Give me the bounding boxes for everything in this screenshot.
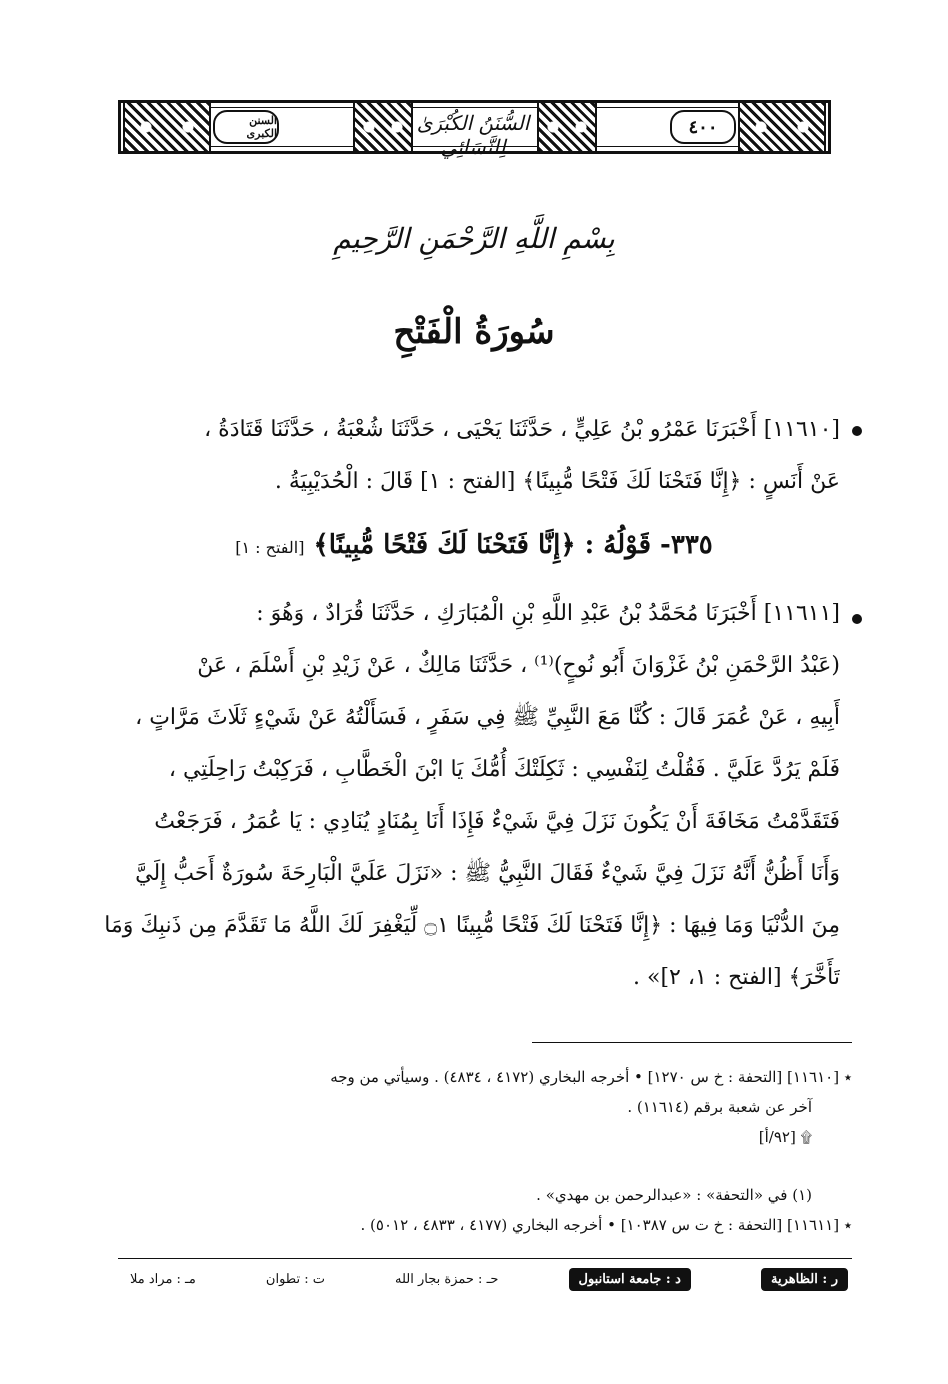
chapter-heading	[0, 530, 948, 560]
footnote-11610	[110, 1062, 852, 1152]
bullet-icon	[852, 426, 862, 436]
footnote-divider	[532, 1042, 852, 1043]
page-number: ٤٠٠	[670, 110, 736, 144]
ornament-mid-right-icon	[537, 103, 597, 151]
bullet-icon	[852, 614, 862, 624]
text-line: مِنَ الدُّنْيَا وَمَا فِيهَا : ﴿إِنَّا فَتَحْنَا لَكَ فَتْحًا مُّبِينًا ۝١ لِّيَغْفِرَ لَكَ اللَّهُ مَا تَقَدَّمَ مِن ذَنبِكَ وَمَا	[104, 913, 840, 938]
surah-title: سُورَةُ الْفَتْحِ	[393, 312, 555, 352]
text-line: تَأَخَّرَ﴾ [الفتح : ١، ٢]» .	[633, 965, 840, 990]
manuscript-istanbul-badge: د : جامعة استانبول	[569, 1268, 691, 1291]
footnote-1	[110, 1180, 852, 1210]
footer-divider	[118, 1258, 852, 1259]
ornament-mid-left-icon	[353, 103, 413, 151]
footnote-line: (١) في «التحفة» : «عبدالرحمن بن مهدي» .	[536, 1186, 812, 1204]
basmala: بِسْمِ اللَّهِ الرَّحْمَنِ الرَّحِيمِ	[333, 222, 615, 255]
chapter-title: ٣٣٥- قَوْلُهُ : ﴿إِنَّا فَتَحْنَا لَكَ فَتْحًا مُّبِينًا﴾	[313, 530, 713, 560]
footnote-line: آخر عن شعبة برقم (١١٦١٤) .	[627, 1098, 812, 1116]
manuscript-footer	[130, 1266, 848, 1292]
manuscript-zahiriya-badge: ر : الظاهرية	[761, 1268, 848, 1291]
book-title: السُّنَنُ الكُبْرَىٰ لِلنَّسَائِي	[416, 111, 530, 159]
manuscript-marker: ۩ [٩٢/أ]	[758, 1128, 812, 1146]
text-line: (عَبْدُ الرَّحْمَنِ بْنُ غَزْوَانَ أَبُو نُوحٍ)⁽¹⁾ ، حَدَّثَنَا مَالِكٌ ، عَنْ زَيْدِ بْنِ أَسْلَمَ ، عَنْ	[197, 653, 840, 678]
text-line: أَبِيهِ ، عَنْ عُمَرَ قَالَ : كُنَّا مَعَ النَّبِيِّ ﷺ فِي سَفَرٍ ، فَسَأَلْتُهُ عَنْ شَيْءٍ ثَلَاثَ مَرَّاتٍ ،	[135, 705, 840, 730]
ornament-left-icon	[123, 103, 211, 151]
chapter-ref: [الفتح : ١]	[235, 538, 305, 557]
text-line: عَنْ أَنَسٍ : ﴿إِنَّا فَتَحْنَا لَكَ فَتْحًا مُّبِينًا﴾ [الفتح : ١] قَالَ : الْحُدَيْبِيَةُ .	[274, 469, 840, 494]
text-line: فَتَقَدَّمْتُ مَخَافَةَ أَنْ يَكُونَ نَزَلَ فِيَّ شَيْءٌ فَإِذَا أَنَا بِمُنَادٍ يُنَادِي : يَا عُمَرُ ، فَرَجَعْتُ	[154, 809, 840, 834]
manuscript-hamza: حـ : حمزة بجار الله	[395, 1271, 499, 1287]
manuscript-muraad: مـ : مراد ملا	[130, 1271, 196, 1287]
ornament-right-icon	[738, 103, 826, 151]
manuscript-tetouan: ت : تطوان	[265, 1271, 325, 1287]
footnote-11611	[110, 1210, 852, 1240]
text-line: [١١٦١١] أَخْبَرَنَا مُحَمَّدُ بْنُ عَبْدِ اللَّهِ بْنِ الْمُبَارَكِ ، حَدَّثَنَا قُرَادٌ ، وَهُوَ :	[256, 601, 840, 626]
text-line: [١١٦١٠] أَخْبَرَنَا عَمْرُو بْنُ عَلِيٍّ ، حَدَّثَنَا يَحْيَى ، حَدَّثَنَا شُعْبَةُ ، حَدَّثَنَا قَتَادَةُ ،	[204, 417, 840, 442]
footnote-line: ٭ [١١٦١١] [التحفة : خ ت س ١٠٣٨٧] • أخرجه البخاري (٤١٧٧ ، ٤٨٣٣ ، ٥٠١٢) .	[360, 1216, 852, 1234]
text-line: فَلَمْ يَرُدَّ عَلَيَّ . فَقُلْتُ لِنَفْسِي : ثَكِلَتْكَ أُمُّكَ يَا ابْنَ الْخَطَّابِ ، فَرَكِبْتُ رَاحِلَتِي ،	[168, 757, 840, 782]
hadith-11610	[96, 404, 840, 508]
hadith-11611	[96, 588, 840, 1004]
text-line: وَأَنَا أَظُنُّ أَنَّهُ نَزَلَ فِيَّ شَيْءٌ فَقَالَ النَّبِيُّ ﷺ : «نَزَلَ عَلَيَّ الْبَارِحَةَ سُورَةٌ أَحَبُّ إِلَيَّ	[135, 861, 840, 886]
footnote-line: ٭ [١١٦١٠] [التحفة : خ س ١٢٧٠] • أخرجه البخاري (٤١٧٢ ، ٤٨٣٤) . وسيأتي من وجه	[330, 1068, 852, 1086]
page-header	[118, 100, 831, 159]
book-logo: السنن الكبرى	[213, 110, 279, 144]
